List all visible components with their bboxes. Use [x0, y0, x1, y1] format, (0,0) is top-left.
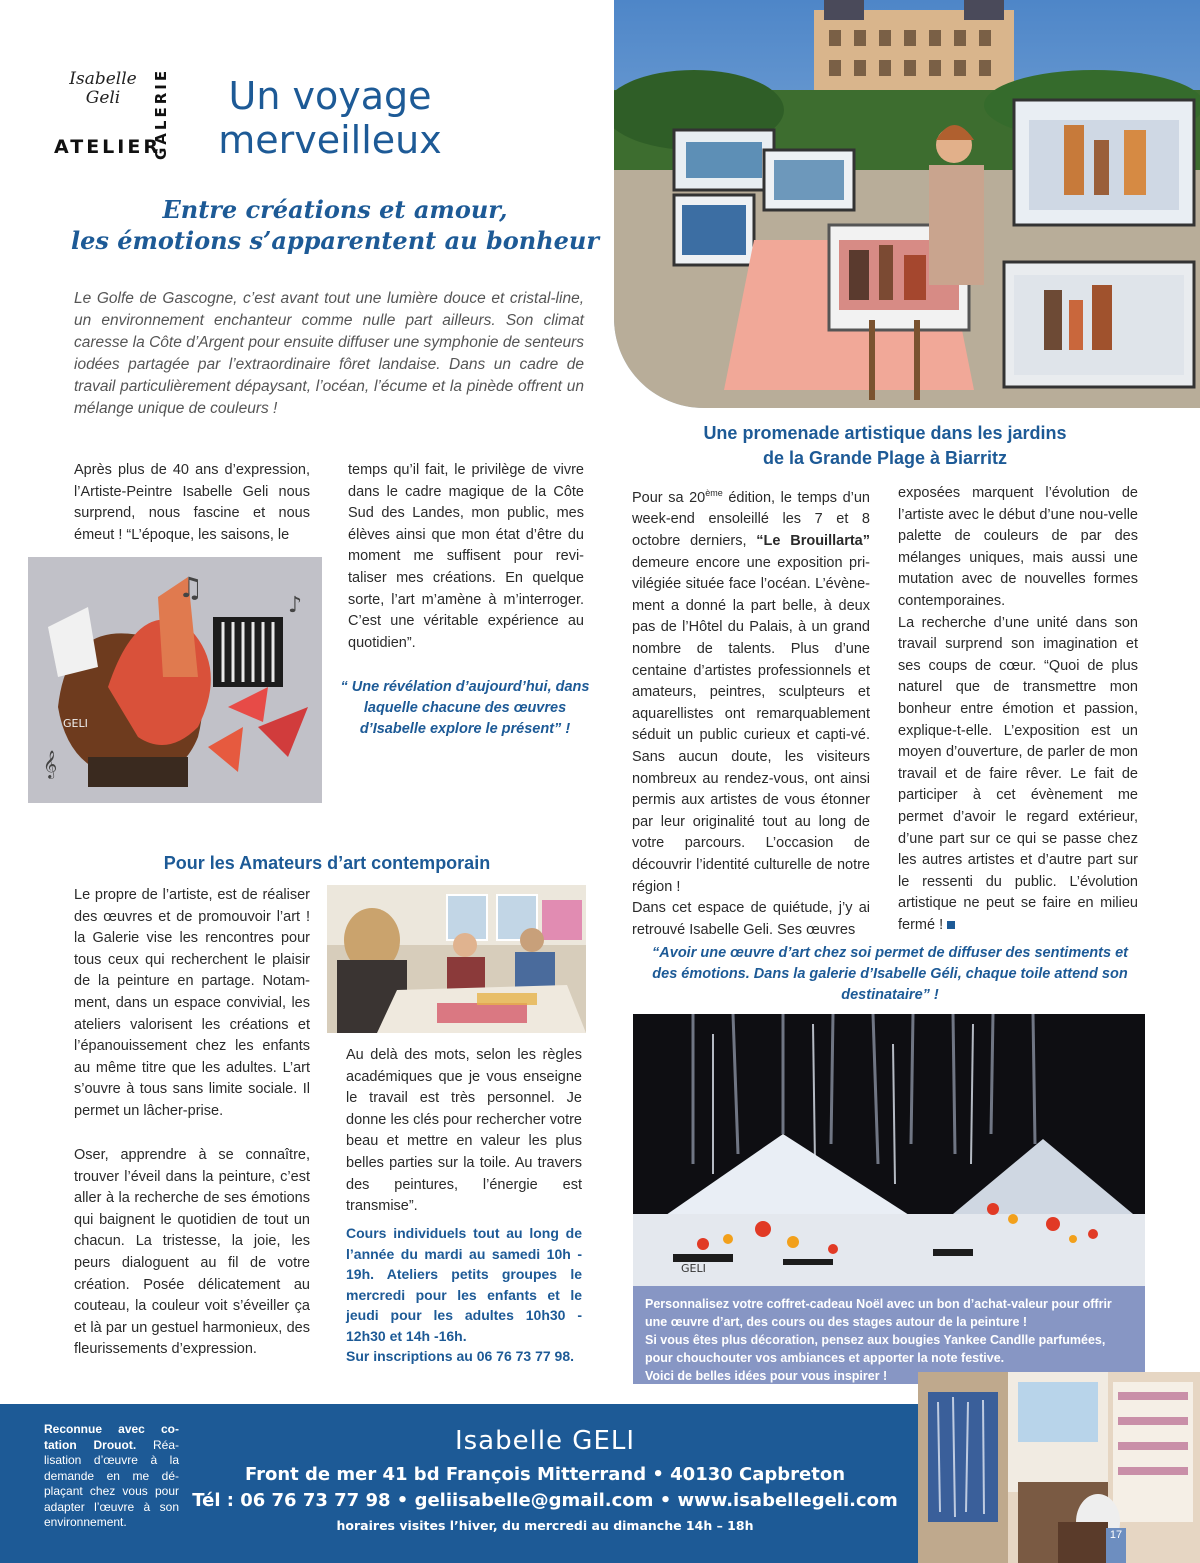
- logo-galerie: GALERIE: [152, 67, 170, 160]
- biarritz-exhibition-photo: [614, 0, 1200, 408]
- logo-script: [58, 70, 148, 108]
- courses-phone: Sur inscriptions au 06 76 73 77 98.: [346, 1348, 574, 1364]
- courses-info: [346, 1223, 582, 1367]
- subtitle: [70, 194, 600, 256]
- footer-address: Front de mer 41 bd François Mitterrand • 40130 Capbreton: [244, 1464, 846, 1485]
- photo-illustration: [614, 0, 1200, 408]
- quote-revelation: “ Une révélation d’aujourd’hui, dans laquelle chacune des œuvres d’Isabelle explore le présent” !: [340, 679, 590, 737]
- end-square-icon: [947, 921, 955, 929]
- promenade-col2-a: exposées marquent l’évolution de l’artiste avec le début d’une nou-velle palette de couleurs de par des mélanges uniques, mais aussi une mutation avec de nouvelles formes contemporaines.: [898, 485, 1138, 609]
- quote-oeuvre: “Avoir une œuvre d’art chez soi permet de diffuser des sentiments et des émotions. Dans la galerie d’Isabelle Géli, chaque toile attend son destinataire” !: [652, 945, 1128, 1003]
- page-number-value: 17: [1109, 1529, 1123, 1541]
- promenade-col1-pre: Pour sa 20: [632, 489, 706, 506]
- promo-line-2: une œuvre d’art, des cours ou des stages autour de la peinture !: [645, 1315, 1028, 1329]
- amateurs-paragraph-2: Oser, apprendre à se connaître, trouver l’éveil dans la peinture, c’est aller à la recherche de ses émotions qui baignent le quotidien de tout un chacun. La tristesse, la joie, les peurs dialoguent au fil de votre création. Posée délicatement au couteau, la couleur voit s’éveiller ça et là par un gestuel harmonieux, des fleurissements d’expression.: [74, 1147, 310, 1358]
- painting-signature: GELI: [63, 717, 88, 730]
- footer-contact: Tél : 06 76 73 77 98 • geliisabelle@gmail.com • www.isabellegeli.com: [192, 1490, 898, 1511]
- footer-drouot-bold: Reconnue avec co-tation Drouot.: [44, 1422, 179, 1452]
- shop-illustration: [918, 1372, 1200, 1563]
- amateurs-paragraph-1: Le propre de l’artiste, est de réaliser des œuvres et de promouvoir l’art ! la Galerie vise les rencontres pour tous ceux qui recherchent le plaisir de la peinture en partage. Notam-ment, dans un espace convivial, les ateliers valorisent les créations et l’épanouissement chez les enfants au même titre que les adultes. L’art s’ouvre à tous sans limite sociale. Il permet un lâcher-prise.: [74, 887, 310, 1119]
- promo-line-3: Si vous êtes plus décoration, pensez aux bougies Yankee Candlle parfumées,: [645, 1333, 1106, 1347]
- subtitle-line2: les émotions s’apparentent au bonheur: [71, 226, 599, 255]
- footer-hours: horaires visites l’hiver, du mercredi au dimanche 14h – 18h: [336, 1518, 754, 1533]
- logo-script-line1: Isabelle: [69, 69, 137, 89]
- title-line1: Un voyage: [228, 74, 432, 118]
- section-heading-amateurs: Pour les Amateurs d’art contemporain: [163, 853, 491, 873]
- promo-line-4: pour chouchouter vos ambiances et apporter la note festive.: [645, 1351, 1005, 1365]
- promenade-col1-event-name: “Le Brouillarta”: [756, 533, 870, 550]
- intro-paragraph: Le Golfe de Gascogne, c’est avant tout une lumière douce et cristal-line, un environnement enchanteur comme nulle part ailleurs. Son climat caresse la Côte d’Argent pour ensuite diffuser une symphonie de senteurs iodées partagée par l’extraordinaire fôret landaise. Dans un cadre de travail particulièrement dépaysant, l’océan, l’écume et la pinède offrent un mélange unique de couleurs !: [74, 290, 584, 417]
- abstract-painting-image: [28, 557, 322, 803]
- mountain-painting-illustration: [633, 1014, 1145, 1286]
- promo-line-5: Voici de belles idées pour vous inspirer !: [645, 1369, 888, 1383]
- subtitle-line1: Entre créations et amour,: [162, 195, 508, 224]
- promenade-col1-text: [632, 483, 870, 941]
- page-number: [1106, 1528, 1126, 1563]
- amateurs-col2-text: Au delà des mots, selon les règles académiques que je vous enseigne le travail est très personnel. Je donne les clés pour rechercher votre beau et mettre en valeur les plus belles parties sur la toile. Au travers des peintures, l’énergie est transmise”.: [346, 1047, 582, 1215]
- section-heading-promenade: [632, 421, 1138, 471]
- promo-line-1: Personnalisez votre coffret-cadeau Noël avec un bon d’achat-valeur pour offrir: [645, 1297, 1112, 1311]
- svg-text:𝄞: 𝄞: [43, 750, 58, 778]
- courses-schedule: Cours individuels tout au long de l’année du mardi au samedi 10h - 19h. Ateliers petits groupes le mercredi pour les enfants et le jeudi pour les adultes 10h30 - 12h30 et 14h -16h.: [346, 1225, 582, 1344]
- promo-box: [633, 1286, 1145, 1384]
- col2-text: temps qu’il fait, le privilège de vivre dans le cadre magique de la Côte Sud des Landes, mon public, mes élèves ainsi que mon état d’être du moment me suffisent pour revi-taliser mes créations. En quelque sorte, l’art m’amène à m’interroger. C’est une véritable expérience au quotidien”.: [348, 462, 584, 651]
- promenade-col2-b: La recherche d’une unité dans son travail surprend son imagination et ses coups de cœur. “Quoi de plus naturel que de transmettre mon bonheur entre émotion et passion, explique-t-elle. L’exposition est un moyen d’ouverture, de parler de mon travail et de faire rêver. Le fait de participer à cet évènement me permet d’avoir le regard extérieur, d’une part sur ce qui se passe chez les autres artistes et d’autre part sur le ressenti du public. L’évolution artistique ne peut se faire en milieu fermé !: [898, 614, 1138, 933]
- page-title: [200, 74, 460, 162]
- workshop-illustration: [327, 885, 586, 1033]
- svg-text:♪: ♪: [288, 593, 303, 618]
- promenade-col1-a: édition, le temps d’un week-end ensoleillé les 7 et 8 octobre derniers,: [632, 489, 870, 550]
- workshop-photo: [327, 885, 586, 1033]
- svg-text:♫: ♫: [178, 571, 204, 604]
- mountain-painting-signature: GELI: [681, 1262, 706, 1275]
- promenade-col1-sup: ème: [705, 488, 723, 498]
- footer-drouot-text: [44, 1422, 179, 1531]
- promenade-heading-line1: Une promenade artistique dans les jardins: [703, 423, 1067, 443]
- col1-text: Après plus de 40 ans d’expression, l’Artiste-Peintre Isabelle Geli nous surprend, nous fascine et nous émeut ! “L’époque, les saisons, le: [74, 462, 310, 543]
- painting-illustration: [28, 557, 322, 803]
- logo-atelier: ATELIER: [54, 136, 161, 158]
- footer-drouot-rest: Réa-lisation d’œuvre à la demande en me dé-plaçant chez vous pour adapter l’œuvre à son environnement.: [44, 1437, 179, 1529]
- promenade-col2-text: [898, 483, 1138, 936]
- title-line2: merveilleux: [218, 118, 442, 162]
- logo-script-line2: Geli: [85, 88, 121, 108]
- promenade-heading-line2: de la Grande Plage à Biarritz: [762, 448, 1008, 468]
- mountain-painting-image: [633, 1014, 1145, 1286]
- promenade-col1-b: demeure encore une exposition pri-vilégiée située face l’océan. L’évène-ment a donné la part belle, à deux pas de l’Hôtel du Palais, à un grand nombre de talents. Plus d’une centaine d’artistes professionnels et amateurs, peintres, sculpteurs et aquarellistes ont remarquablement séduit un public curieux et capti-vé. Sans aucun doute, les visiteurs nombreux au rendez-vous, ont ainsi permis aux artistes de vous étonner par leur originalité tout au long de votre parcours. L’occasion de découvrir l’identité culturelle de notre région !: [632, 554, 870, 895]
- shop-interior-photo: [918, 1372, 1200, 1563]
- promenade-col1-c: Dans cet espace de quiétude, j’y ai retrouvé Isabelle Geli. Ses œuvres: [632, 900, 870, 938]
- footer-artist-name: Isabelle GELI: [454, 1426, 636, 1456]
